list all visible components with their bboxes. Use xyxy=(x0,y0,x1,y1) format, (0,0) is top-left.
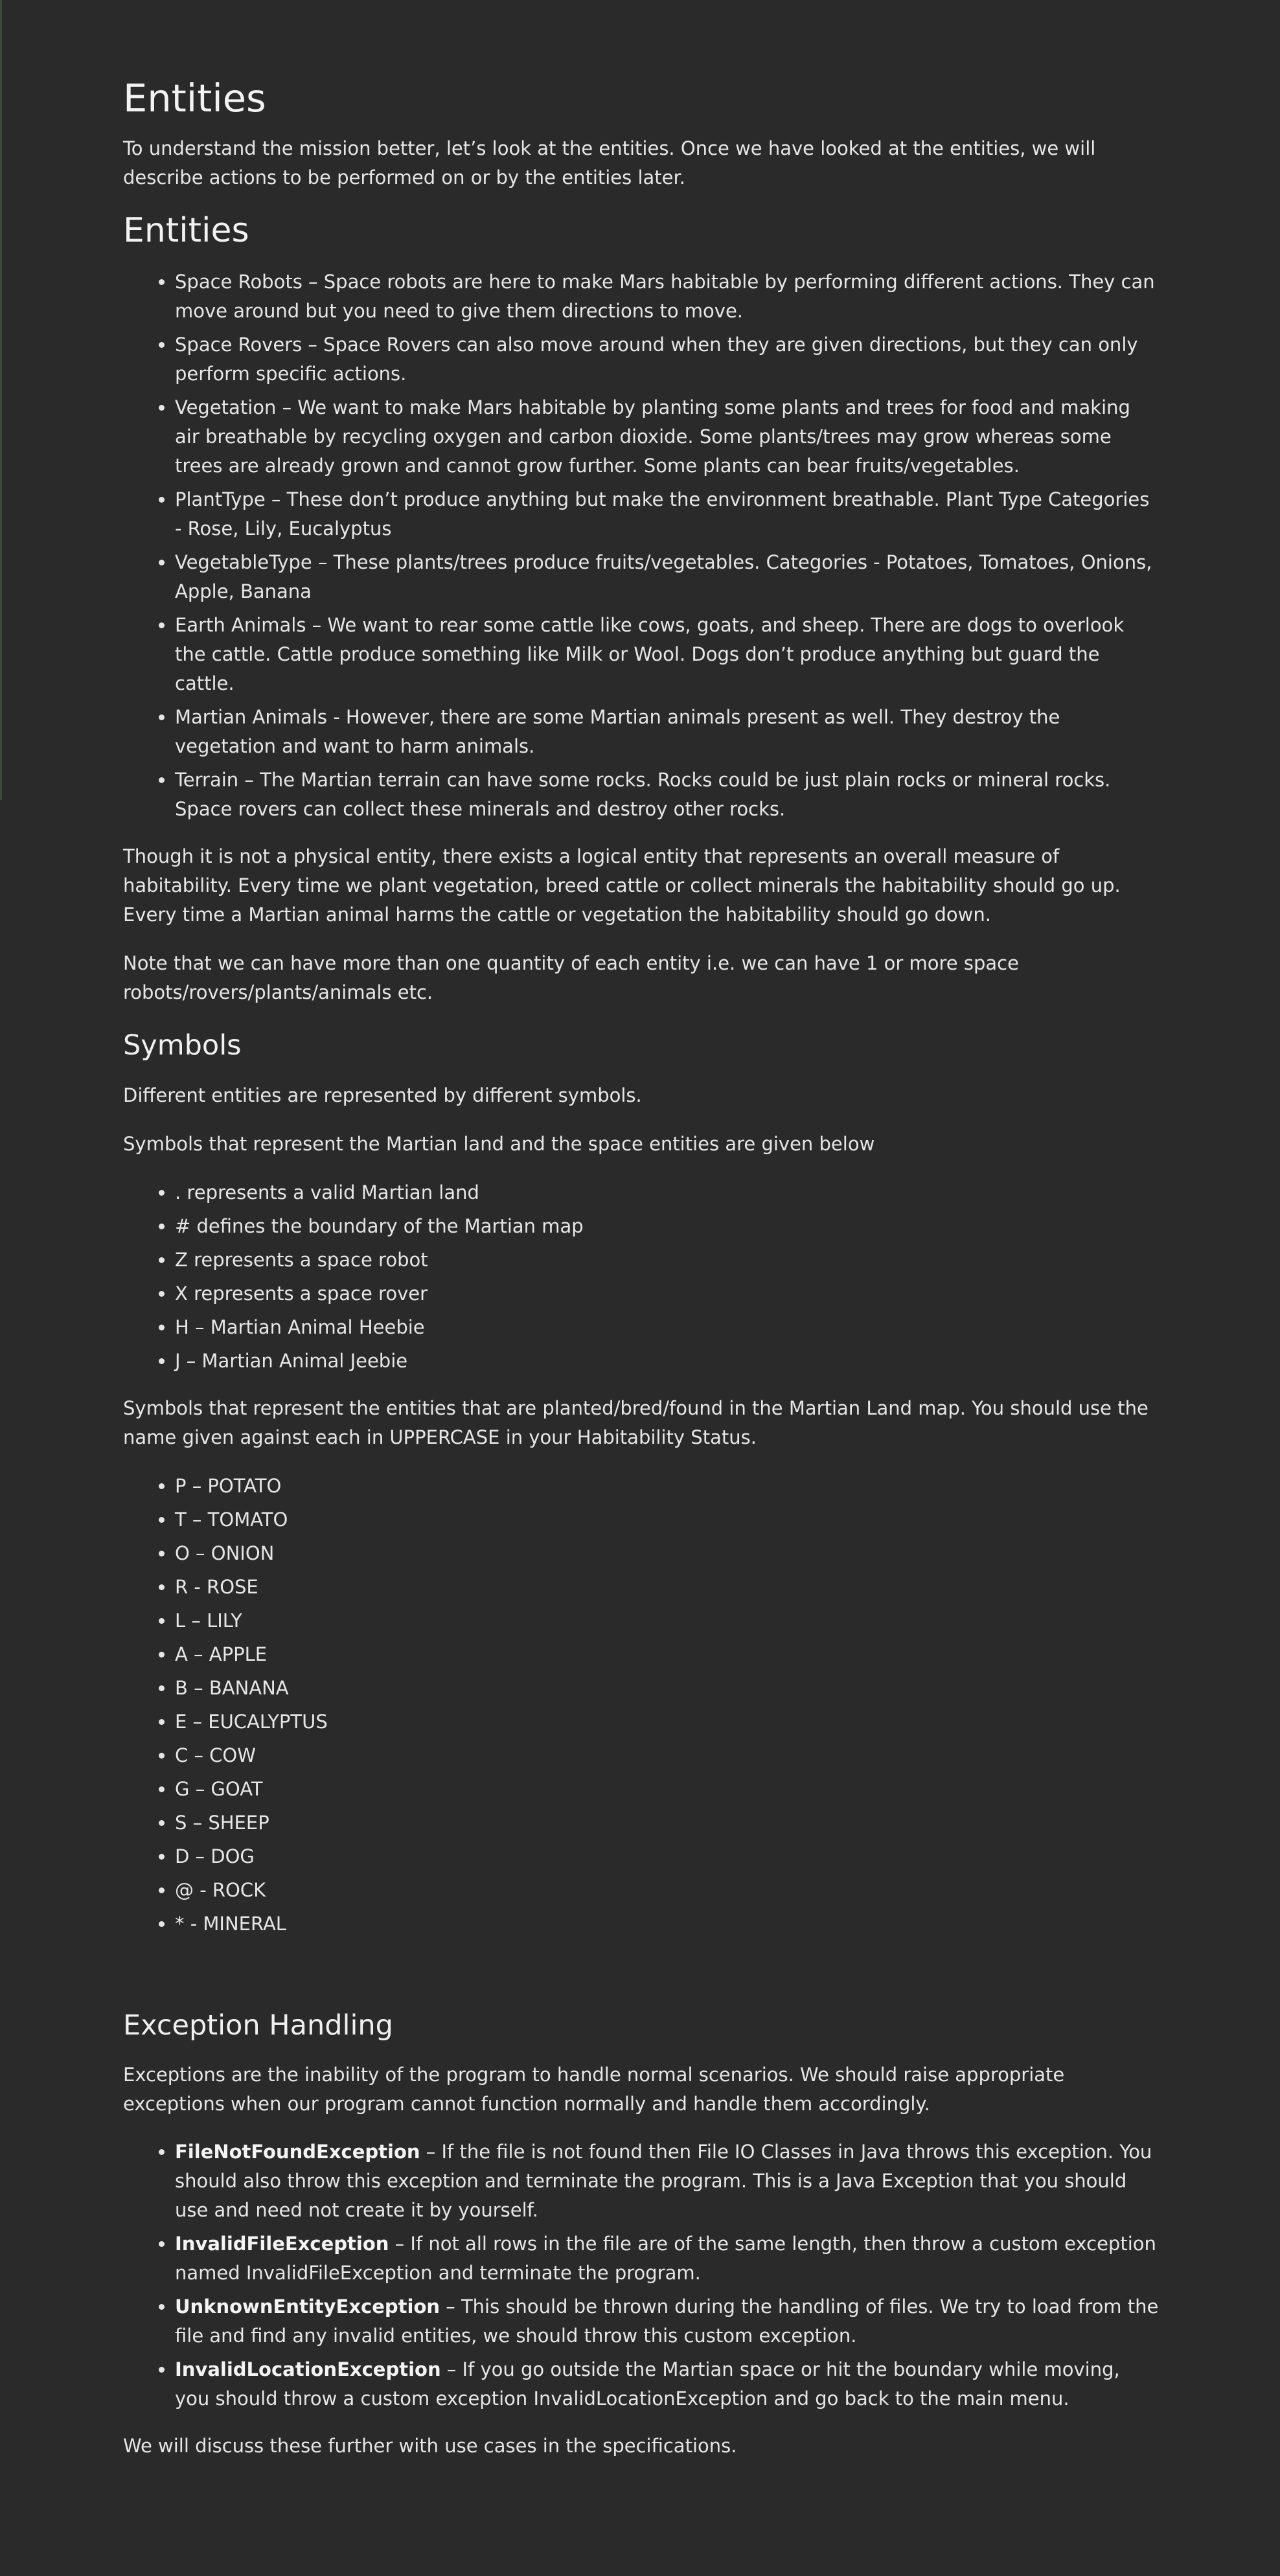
list-item: • Vegetation – We want to make Mars habitable by planting some plants and trees for food and making air breathable by recycling oxygen and carbon dioxide. Some plants/trees may grow whereas some trees are already grown and cannot grow further. Some plants can bear fruits/vegetables. xyxy=(175,393,1160,481)
list-item xyxy=(175,2292,1160,2351)
land-symbols-list xyxy=(123,1178,1160,1376)
exceptions-list xyxy=(123,2137,1160,2413)
entities-list xyxy=(123,268,1160,824)
left-edge-line xyxy=(0,0,2,800)
list-item: • O – ONION xyxy=(175,1539,1160,1568)
list-item: • B – BANANA xyxy=(175,1674,1160,1703)
exception-description: – If the file is not found then File IO Classes in Java throws this exception. You should also throw this exception and terminate the program. This is a Java Exception that you should use and need not create it by yourself. xyxy=(175,2141,1152,2221)
list-item: • Space Rovers – Space Rovers can also move around when they are given directions, but they can only perform specific actions. xyxy=(175,330,1160,389)
land-symbols-intro: Symbols that represent the Martian land and the space entities are given below xyxy=(123,1133,875,1155)
list-item xyxy=(175,2229,1160,2288)
list-item: • J – Martian Animal Jeebie xyxy=(175,1347,1160,1376)
list-item: • P – POTATO xyxy=(175,1472,1160,1501)
list-item: • R - ROSE xyxy=(175,1573,1160,1602)
list-item xyxy=(175,2137,1160,2225)
list-item: • Martian Animals - However, there are some Martian animals present as well. They destroy the vegetation and want to harm animals. xyxy=(175,703,1160,761)
exception-description: – If not all rows in the file are of the same length, then throw a custom exception named InvalidFileException and terminate the program. xyxy=(175,2233,1156,2284)
list-item: • . represents a valid Martian land xyxy=(175,1178,1160,1207)
symbols-heading: Symbols xyxy=(123,1029,242,1062)
quantity-note: Note that we can have more than one quantity of each entity i.e. we can have 1 or more space robots/rovers/plants/animals etc. xyxy=(123,952,1019,1003)
list-item: • X represents a space rover xyxy=(175,1279,1160,1308)
exception-name: InvalidLocationException xyxy=(175,2358,441,2380)
list-item: • Space Robots – Space robots are here to make Mars habitable by performing different actions. They can move around but you need to give them directions to move. xyxy=(175,268,1160,326)
list-item: • E – EUCALYPTUS xyxy=(175,1707,1160,1737)
list-item: • C – COW xyxy=(175,1741,1160,1770)
intro-paragraph: To understand the mission better, let’s look at the entities. Once we have looked at the entities, we will describe actions to be performed on or by the entities later. xyxy=(123,137,1096,188)
list-item: • Earth Animals – We want to rear some cattle like cows, goats, and sheep. There are dogs to overlook the cattle. Cattle produce something like Milk or Wool. Dogs don’t produce anything but guard the cattle. xyxy=(175,611,1160,698)
entity-symbols-list xyxy=(123,1472,1160,1939)
list-item: • # defines the boundary of the Martian map xyxy=(175,1212,1160,1241)
list-item: • A – APPLE xyxy=(175,1640,1160,1669)
list-item: • L – LILY xyxy=(175,1606,1160,1636)
exception-description: – This should be thrown during the handling of files. We try to load from the file and find any invalid entities, we should throw this custom exception. xyxy=(175,2296,1159,2347)
closing-paragraph: We will discuss these further with use cases in the specifications. xyxy=(123,2435,737,2457)
list-item: • G – GOAT xyxy=(175,1775,1160,1804)
entity-symbols-intro: Symbols that represent the entities that are planted/bred/found in the Martian Land map. You should use the name given against each in UPPERCASE in your Habitability Status. xyxy=(123,1397,1149,1448)
exception-name: UnknownEntityException xyxy=(175,2296,440,2318)
list-item xyxy=(175,2355,1160,2413)
list-item: • T – TOMATO xyxy=(175,1505,1160,1534)
list-item: • D – DOG xyxy=(175,1842,1160,1871)
exceptions-heading: Exception Handling xyxy=(123,2009,393,2042)
list-item: • * - MINERAL xyxy=(175,1909,1160,1939)
document-content xyxy=(123,0,1160,2461)
habitability-paragraph: Though it is not a physical entity, there exists a logical entity that represents an overall measure of habitability. Every time we plant vegetation, breed cattle or collect minerals the habitability should go up. Every time a Martian animal harms the cattle or vegetation the habitability should go down. xyxy=(123,845,1121,926)
list-item: • Terrain – The Martian terrain can have some rocks. Rocks could be just plain rocks or mineral rocks. Space rovers can collect these minerals and destroy other rocks. xyxy=(175,766,1160,824)
list-item: • PlantType – These don’t produce anything but make the environment breathable. Plant Type Categories - Rose, Lily, Eucalyptus xyxy=(175,485,1160,543)
exception-name: InvalidFileException xyxy=(175,2233,389,2255)
list-item: • @ - ROCK xyxy=(175,1876,1160,1905)
entities-heading: Entities xyxy=(123,211,249,250)
list-item: • S – SHEEP xyxy=(175,1808,1160,1838)
symbols-intro: Different entities are represented by different symbols. xyxy=(123,1084,642,1106)
list-item: • H – Martian Animal Heebie xyxy=(175,1313,1160,1342)
list-item: • Z represents a space robot xyxy=(175,1246,1160,1275)
exception-name: FileNotFoundException xyxy=(175,2141,420,2163)
exceptions-intro: Exceptions are the inability of the program to handle normal scenarios. We should raise appropriate exceptions when our program cannot function normally and handle them accordingly. xyxy=(123,2064,1065,2115)
list-item: • VegetableType – These plants/trees produce fruits/vegetables. Categories - Potatoes, Tomatoes, Onions, Apple, Banana xyxy=(175,548,1160,606)
page-title: Entities xyxy=(123,76,266,120)
exception-description: – If you go outside the Martian space or hit the boundary while moving, you should throw a custom exception InvalidLocationException and go back to the main menu. xyxy=(175,2358,1120,2410)
